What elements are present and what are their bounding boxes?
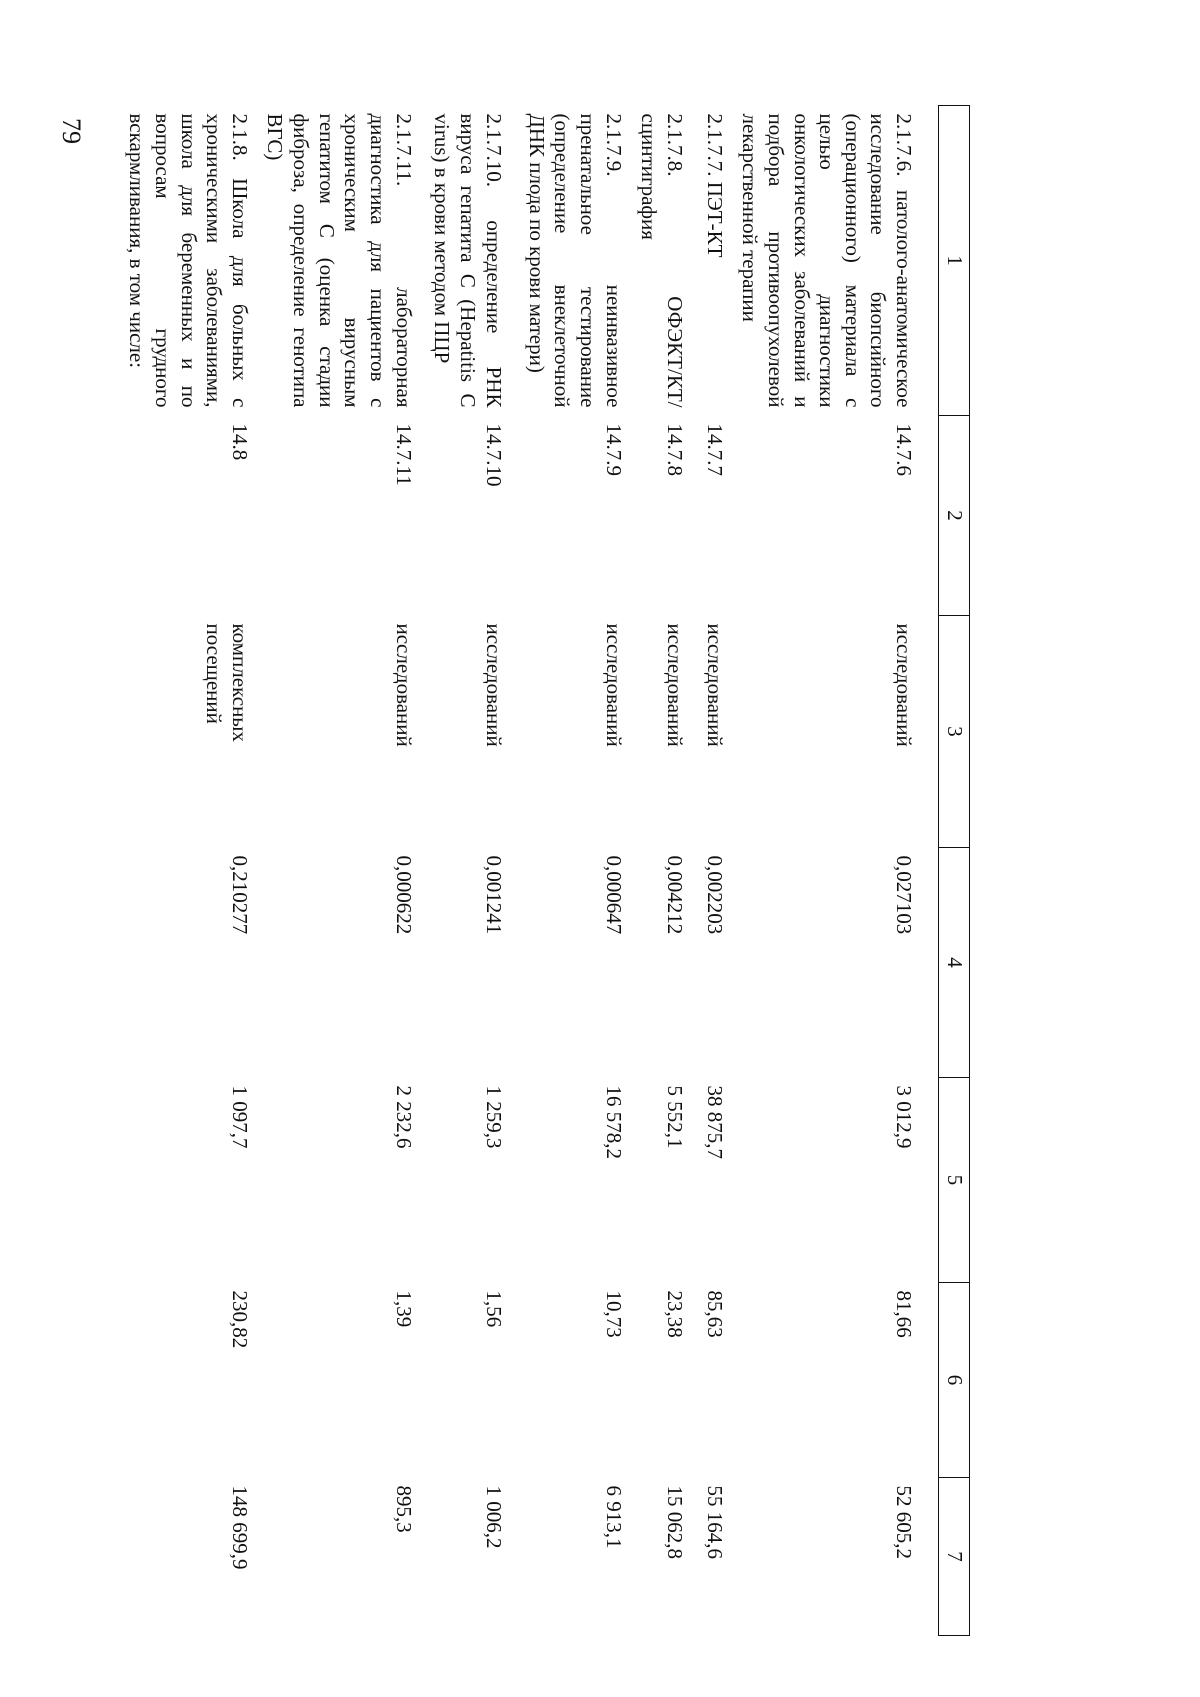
row-unit: исследований xyxy=(892,623,916,747)
row-col7: 1 006,2 xyxy=(481,1485,506,1549)
header-cell: 4 xyxy=(939,848,970,1078)
row-col7: 148 699,9 xyxy=(227,1485,252,1570)
row-name: 2.1.8. Школа для больных с хроническими заболеваниями, школа для беременных и по вопросам грудного вскармливания, в том числе: xyxy=(125,113,252,408)
row-col7: 55 164,6 xyxy=(702,1485,727,1559)
row-unit: комплексных посещений xyxy=(202,623,252,742)
row-col6: 85,63 xyxy=(702,1290,727,1338)
page-number: 79 xyxy=(57,118,86,144)
header-cell: 5 xyxy=(939,1078,970,1283)
table-row xyxy=(632,106,693,1636)
header-cell: 3 xyxy=(939,616,970,848)
row-unit: исследований xyxy=(702,623,727,747)
row-col6: 1,39 xyxy=(391,1290,416,1328)
row-col4: 0,000622 xyxy=(391,855,416,935)
row-unit: исследований xyxy=(391,623,416,747)
row-code: 14.7.8 xyxy=(662,423,687,476)
row-col6: 1,56 xyxy=(481,1290,506,1328)
row-col4: 0,210277 xyxy=(227,855,252,935)
row-unit: исследований xyxy=(662,623,687,747)
row-unit: исследований xyxy=(601,623,626,747)
data-table xyxy=(120,105,970,1636)
row-col4: 0,004212 xyxy=(662,855,687,935)
rotated-table-container xyxy=(120,105,970,1635)
table-row xyxy=(512,106,632,1636)
header-row xyxy=(939,106,970,1636)
row-col5: 38 875,7 xyxy=(702,1085,727,1159)
header-cell: 6 xyxy=(939,1283,970,1478)
row-col7: 895,3 xyxy=(391,1485,416,1533)
row-col7: 15 062,8 xyxy=(662,1485,687,1559)
row-code: 14.8 xyxy=(227,423,252,461)
table-row xyxy=(733,106,939,1636)
table-row xyxy=(120,106,258,1636)
header-cell: 7 xyxy=(939,1478,970,1636)
row-col4: 0,002203 xyxy=(702,855,727,935)
header-cell: 2 xyxy=(939,416,970,616)
row-col7: 6 913,1 xyxy=(601,1485,626,1549)
header-cell: 1 xyxy=(939,106,970,416)
row-col4: 0,027103 xyxy=(892,855,916,935)
row-col7: 52 605,2 xyxy=(892,1485,916,1559)
row-col6: 81,66 xyxy=(892,1290,916,1338)
table-row xyxy=(422,106,512,1636)
row-col5: 3 012,9 xyxy=(892,1085,916,1149)
row-name: 2.1.7.6. патолого-анатомическое исследование биопсийного (операционного) материала с целью диагностики онкологических заболеваний и подбора противоопухолевой лекарственной терапии xyxy=(738,113,916,408)
row-name: 2.1.7.7. ПЭТ-КТ xyxy=(702,113,727,258)
row-code: 14.7.9 xyxy=(601,423,626,476)
row-col5: 1 097,7 xyxy=(227,1085,252,1149)
row-unit: исследований xyxy=(481,623,506,747)
row-name: 2.1.7.10. определение РНК вируса гепатита C (Hepatitis C virus) в крови методом ПЦР xyxy=(430,113,506,408)
row-code: 14.7.7 xyxy=(702,423,727,476)
row-code: 14.7.10 xyxy=(481,423,506,487)
row-name: 2.1.7.9. неинвазивное пренатальное тестирование (определение внеклеточной ДНК плода по крови матери) xyxy=(524,113,626,408)
row-col5: 2 232,6 xyxy=(391,1085,416,1149)
row-col6: 10,73 xyxy=(601,1290,626,1338)
table-row xyxy=(693,106,733,1636)
row-code: 14.7.11 xyxy=(391,423,416,486)
row-name: 2.1.7.11. лабораторная диагностика для пациентов с хроническим вирусным гепатитом C (оценка стадии фиброза, определение генотипа ВГС) xyxy=(263,113,416,408)
row-col6: 23,38 xyxy=(662,1290,687,1338)
row-code: 14.7.6 xyxy=(892,423,916,476)
row-col4: 0,000647 xyxy=(601,855,626,935)
row-name: 2.1.7.8. ОФЭКТ/КТ/сцинтиграфия xyxy=(637,113,687,408)
row-col5: 16 578,2 xyxy=(601,1085,626,1159)
table-row xyxy=(258,106,422,1636)
row-col4: 0,001241 xyxy=(481,855,506,935)
row-col5: 1 259,3 xyxy=(481,1085,506,1149)
row-col6: 230,82 xyxy=(227,1290,252,1349)
row-col5: 5 552,1 xyxy=(662,1085,687,1149)
